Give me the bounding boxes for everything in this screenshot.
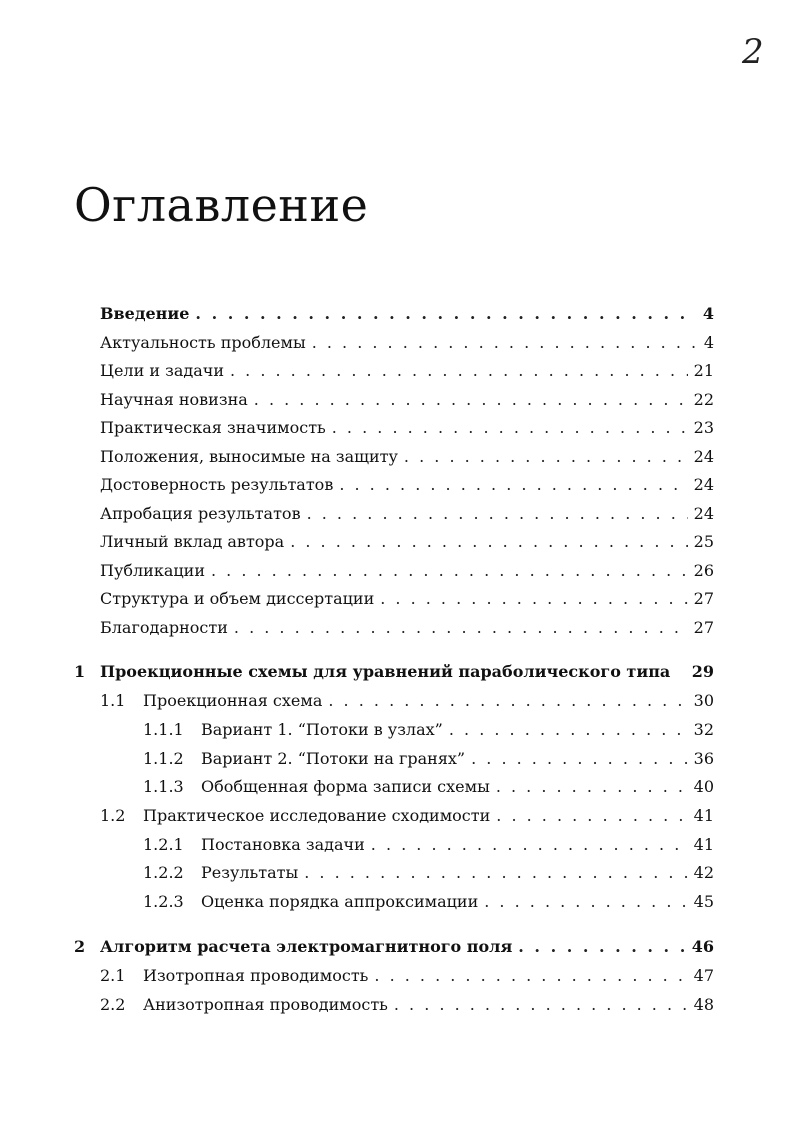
leader-dots xyxy=(371,835,688,854)
toc-entry-page: 26 xyxy=(693,561,714,580)
toc-entry-page: 27 xyxy=(693,618,714,637)
toc-entry[interactable] xyxy=(74,532,714,556)
leader-dots xyxy=(234,618,688,637)
toc-entry-title: Публикации xyxy=(100,561,205,580)
leader-dots xyxy=(328,691,687,710)
leader-dots xyxy=(332,418,688,437)
toc-entry-number: 1.1.3 xyxy=(143,777,184,796)
toc-entry-number: 1.1 xyxy=(100,691,126,710)
leader-dots xyxy=(312,333,698,352)
toc-entry-number: 2.2 xyxy=(100,995,126,1014)
leader-dots xyxy=(496,806,687,825)
toc-entry-title: Научная новизна xyxy=(100,390,248,409)
leader-dots xyxy=(290,532,687,551)
toc-entry-page: 40 xyxy=(693,777,714,796)
toc-entry-page: 32 xyxy=(693,720,714,739)
toc-chapter-1[interactable] xyxy=(74,662,714,686)
leader-dots xyxy=(404,447,688,466)
page-title: Оглавление xyxy=(74,178,369,232)
toc-entry-title: Введение xyxy=(100,304,190,323)
toc-entry-page: 41 xyxy=(693,806,714,825)
toc-entry-title: Актуальность проблемы xyxy=(100,333,306,352)
toc-entry-number: 2 xyxy=(74,937,86,956)
leader-dots xyxy=(307,504,688,523)
toc-entry-page: 29 xyxy=(691,662,714,681)
toc-entry-page: 47 xyxy=(693,966,714,985)
toc-entry-title: Анизотропная проводимость xyxy=(143,995,388,1014)
toc-entry-title: Постановка задачи xyxy=(201,835,365,854)
toc-entry-page: 4 xyxy=(703,333,714,352)
toc-entry-page: 48 xyxy=(693,995,714,1014)
toc-entry[interactable] xyxy=(74,418,714,442)
toc-entry-page: 36 xyxy=(693,749,714,768)
toc-entry-title: Структура и объем диссертации xyxy=(100,589,375,608)
toc-entry-title: Алгоритм расчета электромагнитного поля xyxy=(100,937,513,956)
toc-entry[interactable] xyxy=(74,361,714,385)
leader-dots xyxy=(484,892,687,911)
toc-entry[interactable] xyxy=(74,835,714,859)
toc-entry-title: Результаты xyxy=(201,863,299,882)
toc-entry-page: 22 xyxy=(693,390,714,409)
toc-entry[interactable] xyxy=(74,618,714,642)
toc-entry-number: 1.2 xyxy=(100,806,126,825)
leader-dots xyxy=(496,777,688,796)
toc-entry[interactable] xyxy=(74,749,714,773)
leader-dots xyxy=(449,720,688,739)
toc-entry-title: Проекционная схема xyxy=(143,691,323,710)
leader-dots xyxy=(254,390,688,409)
toc-entry-title: Практическое исследование сходимости xyxy=(143,806,491,825)
toc-entry-number: 1.2.2 xyxy=(143,863,184,882)
toc-entry-title: Практическая значимость xyxy=(100,418,326,437)
leader-dots xyxy=(380,589,687,608)
handwritten-page-number: 2 xyxy=(742,32,764,72)
toc-entry-title: Благодарности xyxy=(100,618,228,637)
toc-entry-title: Проекционные схемы для уравнений параболического типа xyxy=(100,662,671,681)
toc-entry-page: 45 xyxy=(693,892,714,911)
toc-entry[interactable] xyxy=(74,806,714,830)
toc-entry[interactable] xyxy=(74,892,714,916)
toc-entry[interactable] xyxy=(74,995,714,1019)
leader-dots xyxy=(471,749,688,768)
toc-entry-title: Апробация результатов xyxy=(100,504,301,523)
toc-entry-number: 1 xyxy=(74,662,86,681)
toc-entry-title: Обобщенная форма записи схемы xyxy=(201,777,490,796)
toc-entry-title: Личный вклад автора xyxy=(100,532,285,551)
toc-entry-page: 25 xyxy=(693,532,714,551)
toc-entry[interactable] xyxy=(74,863,714,887)
toc-entry[interactable] xyxy=(74,720,714,744)
toc-entry-page: 23 xyxy=(693,418,714,437)
leader-dots xyxy=(339,475,687,494)
toc-entry-page: 42 xyxy=(693,863,714,882)
toc-entry-page: 24 xyxy=(693,475,714,494)
toc-entry-title: Вариант 2. “Потоки на гранях” xyxy=(201,749,466,768)
toc-entry[interactable] xyxy=(74,475,714,499)
toc-entry-title: Положения, выносимые на защиту xyxy=(100,447,398,466)
leader-dots xyxy=(195,304,696,323)
toc-entry-introduction[interactable] xyxy=(74,304,714,328)
toc-entry[interactable] xyxy=(74,777,714,801)
toc-entry-title: Изотропная проводимость xyxy=(143,966,369,985)
toc-entry-page: 24 xyxy=(693,447,714,466)
toc-entry-number: 1.1.2 xyxy=(143,749,184,768)
leader-dots xyxy=(230,361,688,380)
leader-dots xyxy=(304,863,687,882)
toc-entry-page: 27 xyxy=(693,589,714,608)
leader-dots xyxy=(211,561,688,580)
toc-entry[interactable] xyxy=(74,333,714,357)
toc-entry-title: Цели и задачи xyxy=(100,361,224,380)
toc-entry-number: 1.2.3 xyxy=(143,892,184,911)
toc-entry-page: 41 xyxy=(693,835,714,854)
toc-entry[interactable] xyxy=(74,589,714,613)
toc-entry-title: Оценка порядка аппроксимации xyxy=(201,892,479,911)
toc-entry-number: 1.1.1 xyxy=(143,720,184,739)
toc-entry-page: 46 xyxy=(691,937,714,956)
toc-entry-number: 2.1 xyxy=(100,966,126,985)
toc-entry[interactable] xyxy=(74,691,714,715)
toc-entry-title: Достоверность результатов xyxy=(100,475,334,494)
leader-dots xyxy=(518,937,685,956)
toc-entry[interactable] xyxy=(74,447,714,471)
toc-entry[interactable] xyxy=(74,561,714,585)
leader-dots xyxy=(374,966,687,985)
toc-entry-number: 1.2.1 xyxy=(143,835,184,854)
toc-chapter-2[interactable] xyxy=(74,937,714,961)
toc-entry[interactable] xyxy=(74,504,714,528)
toc-entry-page: 30 xyxy=(693,691,714,710)
toc-entry-title: Вариант 1. “Потоки в узлах” xyxy=(201,720,443,739)
toc-entry[interactable] xyxy=(74,966,714,990)
toc-entry-page: 24 xyxy=(693,504,714,523)
leader-dots xyxy=(394,995,688,1014)
toc-entry-page: 4 xyxy=(702,304,714,323)
toc-entry[interactable] xyxy=(74,390,714,414)
toc-entry-page: 21 xyxy=(693,361,714,380)
